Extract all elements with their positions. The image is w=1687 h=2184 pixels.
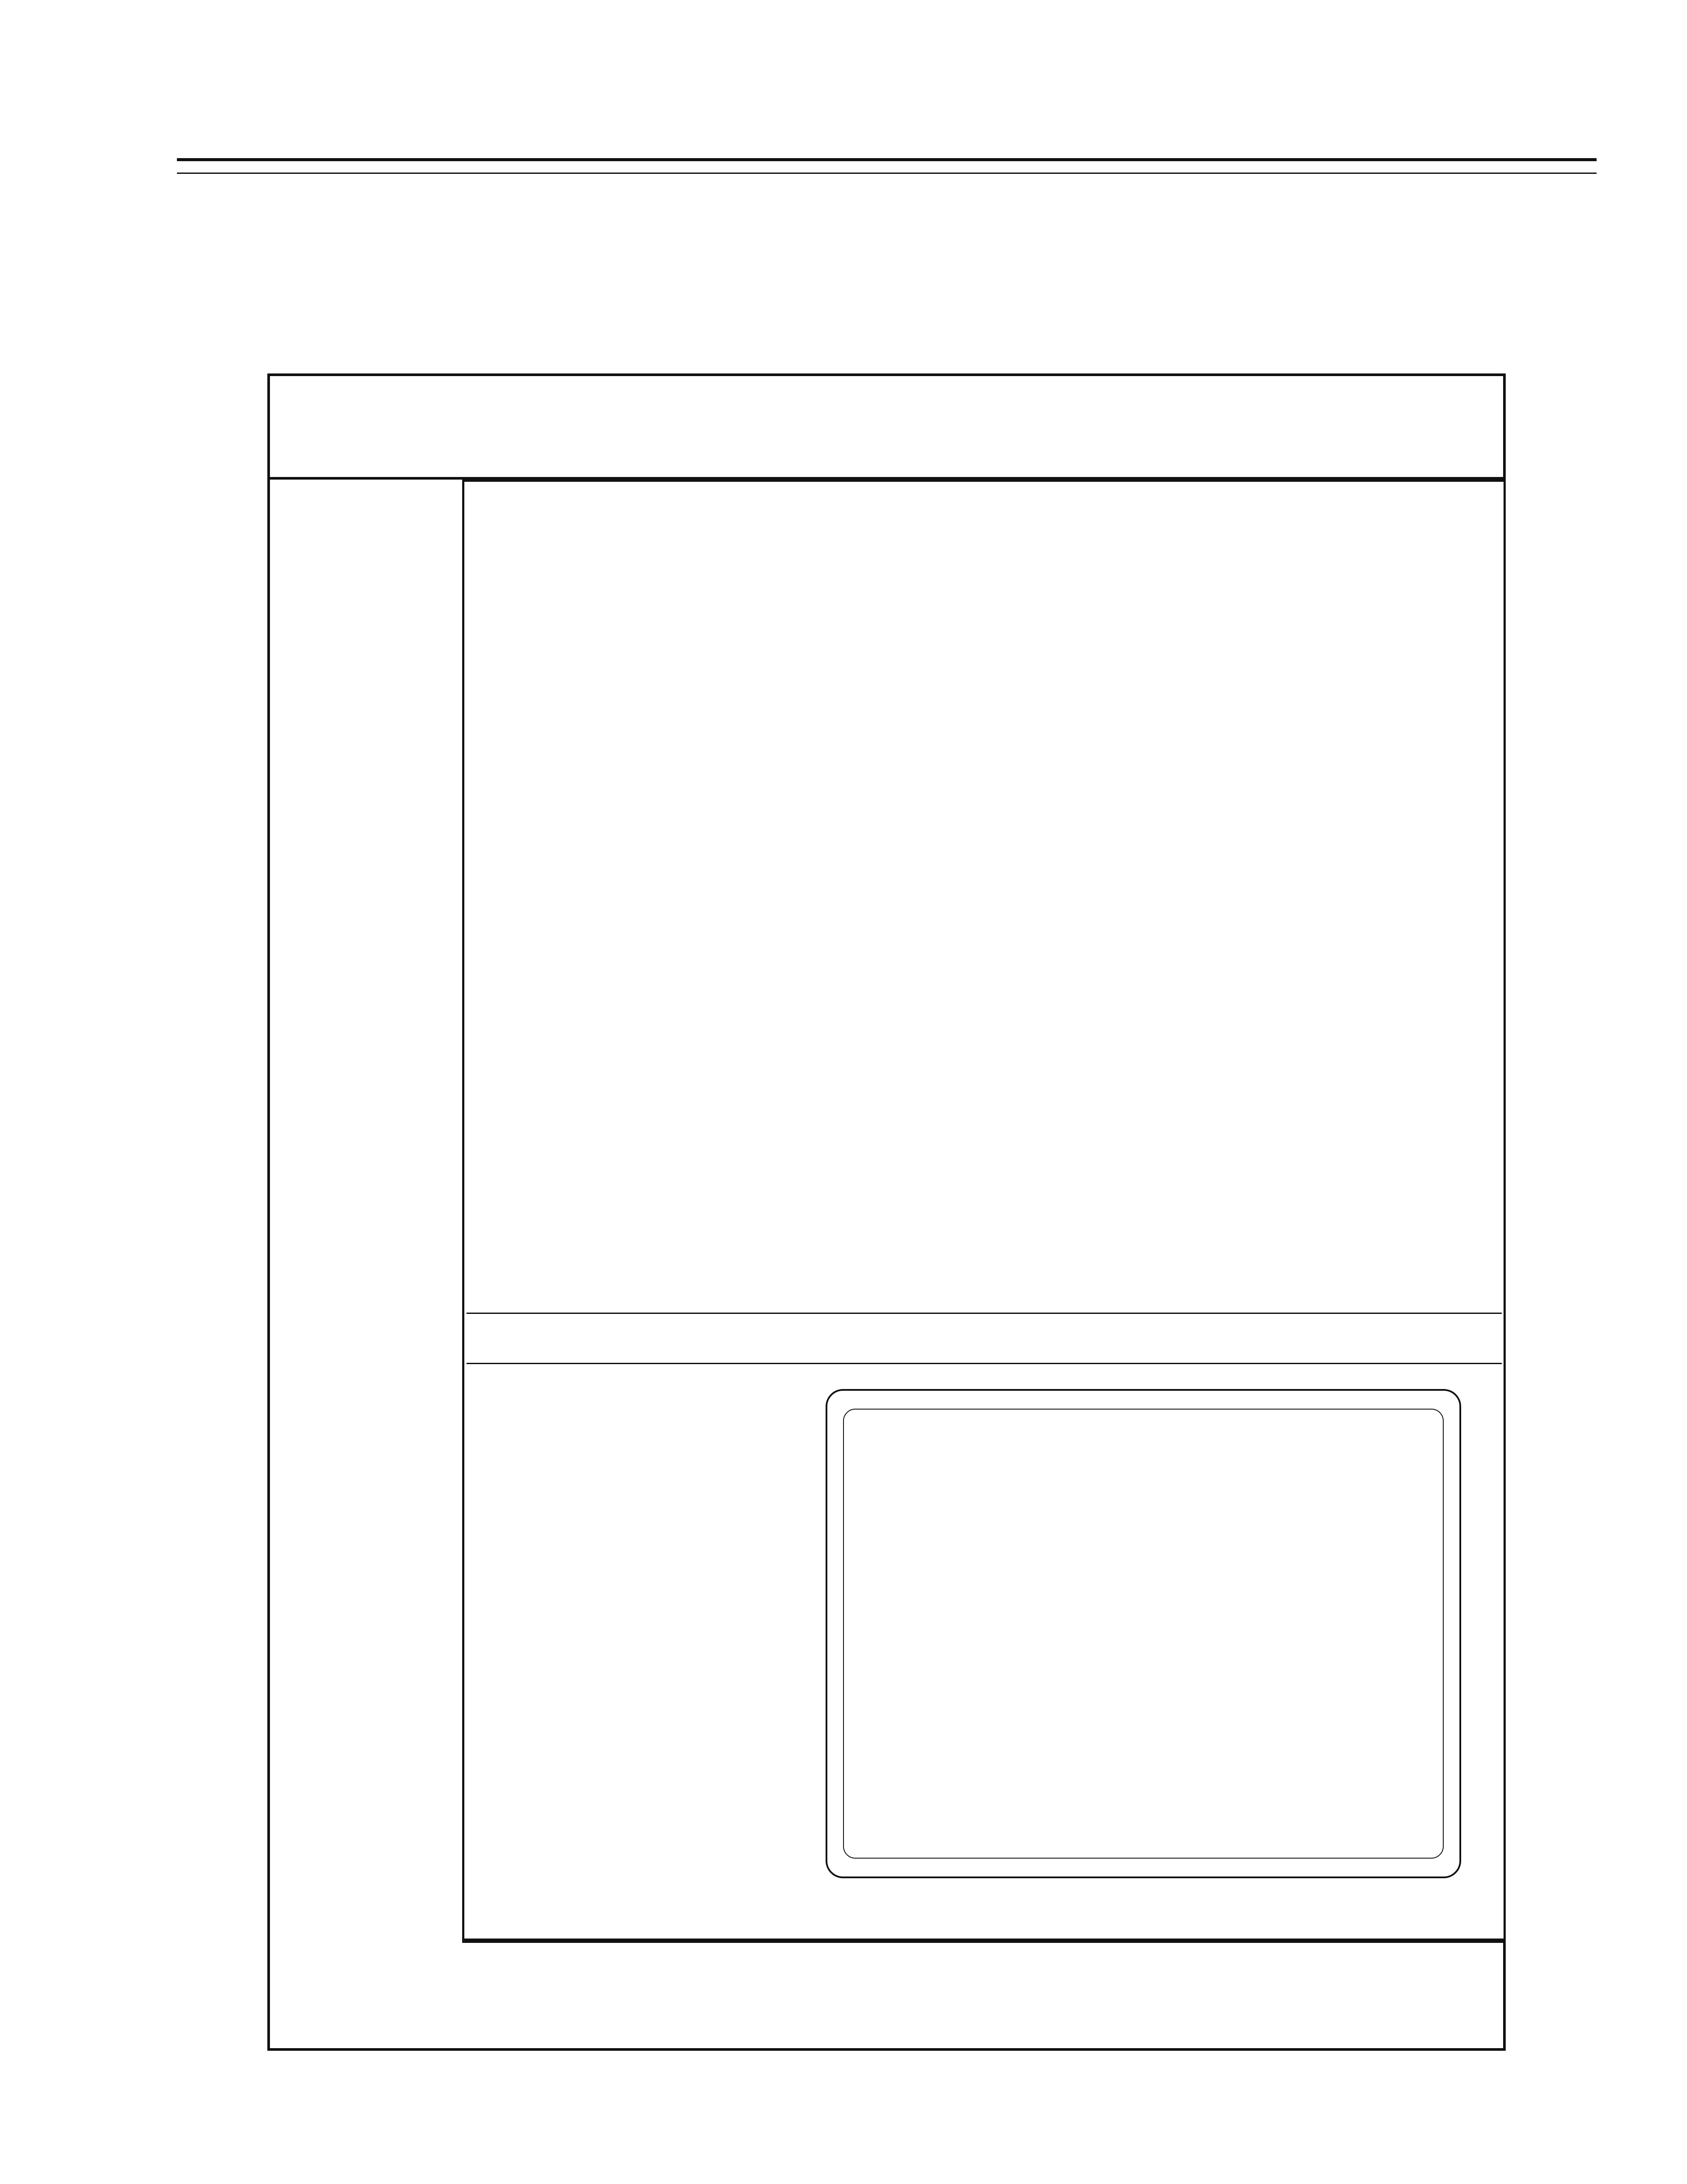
- left-ornamental-border: [267, 373, 462, 2051]
- header-rule-thin: [177, 173, 1597, 174]
- feature-box-inner-border: [843, 1409, 1444, 1859]
- sale-headline: [0, 218, 1687, 349]
- header-rule-thick: [177, 158, 1597, 161]
- divider-rule-top: [467, 1313, 1502, 1314]
- heart-ornament-divider: [470, 1323, 1500, 1358]
- divider-rule-bottom: [467, 1363, 1502, 1364]
